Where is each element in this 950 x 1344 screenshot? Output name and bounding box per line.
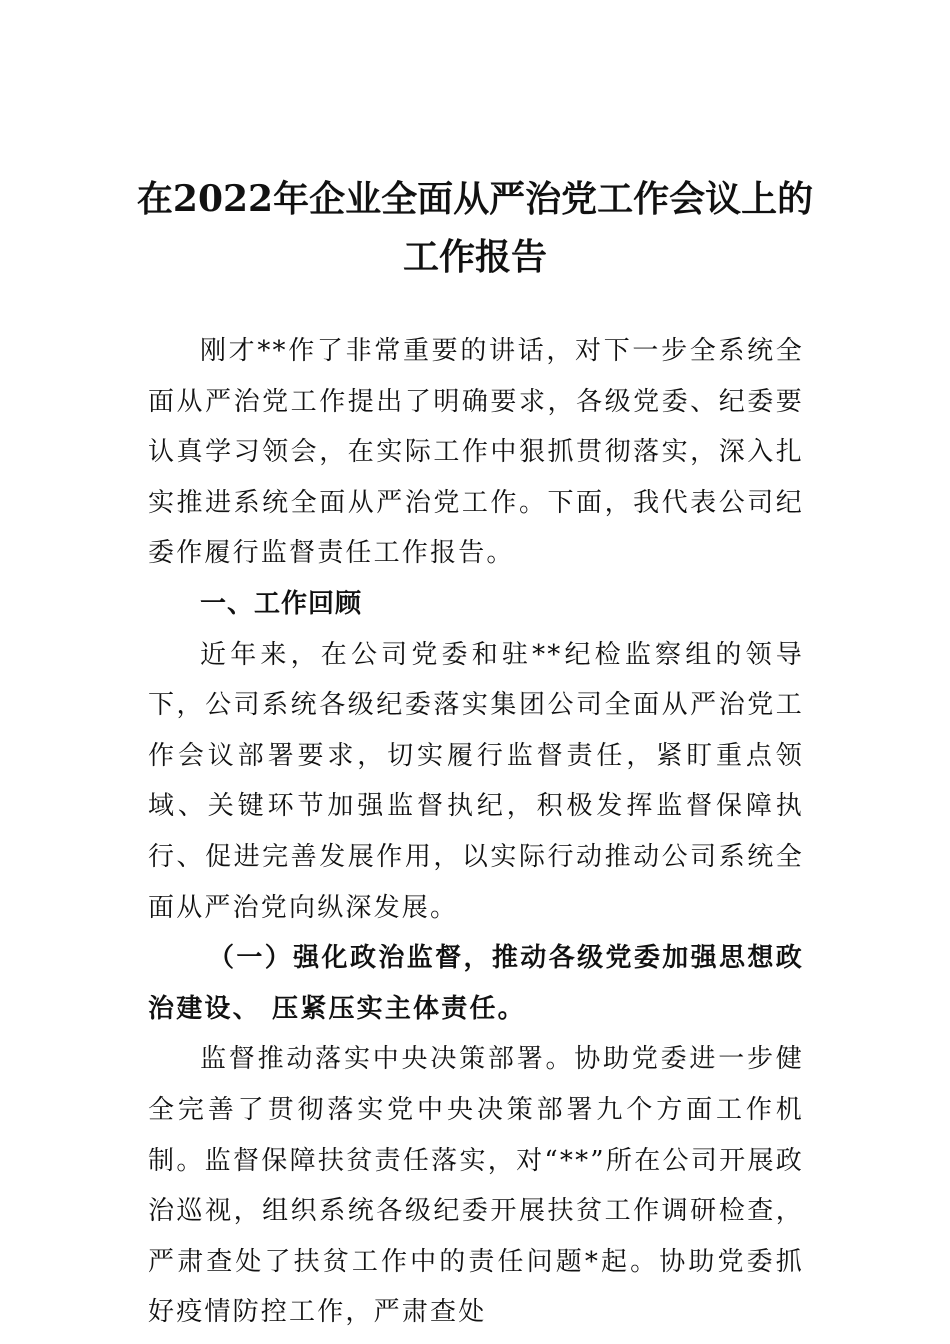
supervision-paragraph: 监督推动落实中央决策部署。协助党委进一步健全完善了贯彻落实党中央决策部署九个方面工作机制。监督保障扶贫责任落实，对“**”所在公司开展政治巡视，组织系统各级纪委开展扶贫工作调研检查，严肃查处了扶贫工作中的责任问题*起。协助党委抓好疫情防控工作，严肃查处 — [148, 1044, 804, 1328]
subsection-heading: （一）强化政治监督，推动各级党委加强思想政治建设、 压紧压实主体责任。 — [148, 943, 804, 1024]
review-paragraph: 近年来，在公司党委和驻**纪检监察组的领导下，公司系统各级纪委落实集团公司全面从严治党工作会议部署要求，切实履行监督责任，紧盯重点领域、关键环节加强监督执纪，积极发挥监督保障执行、促进完善发展作用，以实际行动推动公司系统全面从严治党向纵深发展。 — [148, 639, 804, 923]
document-body — [148, 326, 804, 1338]
document-title — [0, 170, 950, 286]
title-line-2: 工作报告 — [402, 236, 547, 278]
section-heading: 一、工作回顾 — [200, 588, 363, 619]
intro-paragraph: 刚才**作了非常重要的讲话，对下一步全系统全面从严治党工作提出了明确要求，各级党委、纪委要认真学习领会，在实际工作中狠抓贯彻落实，深入扎实推进系统全面从严治党工作。下面，我代表公司纪委作履行监督责任工作报告。 — [148, 336, 804, 569]
title-line-1: 在2022年企业全面从严治党工作会议上的 — [136, 178, 814, 220]
